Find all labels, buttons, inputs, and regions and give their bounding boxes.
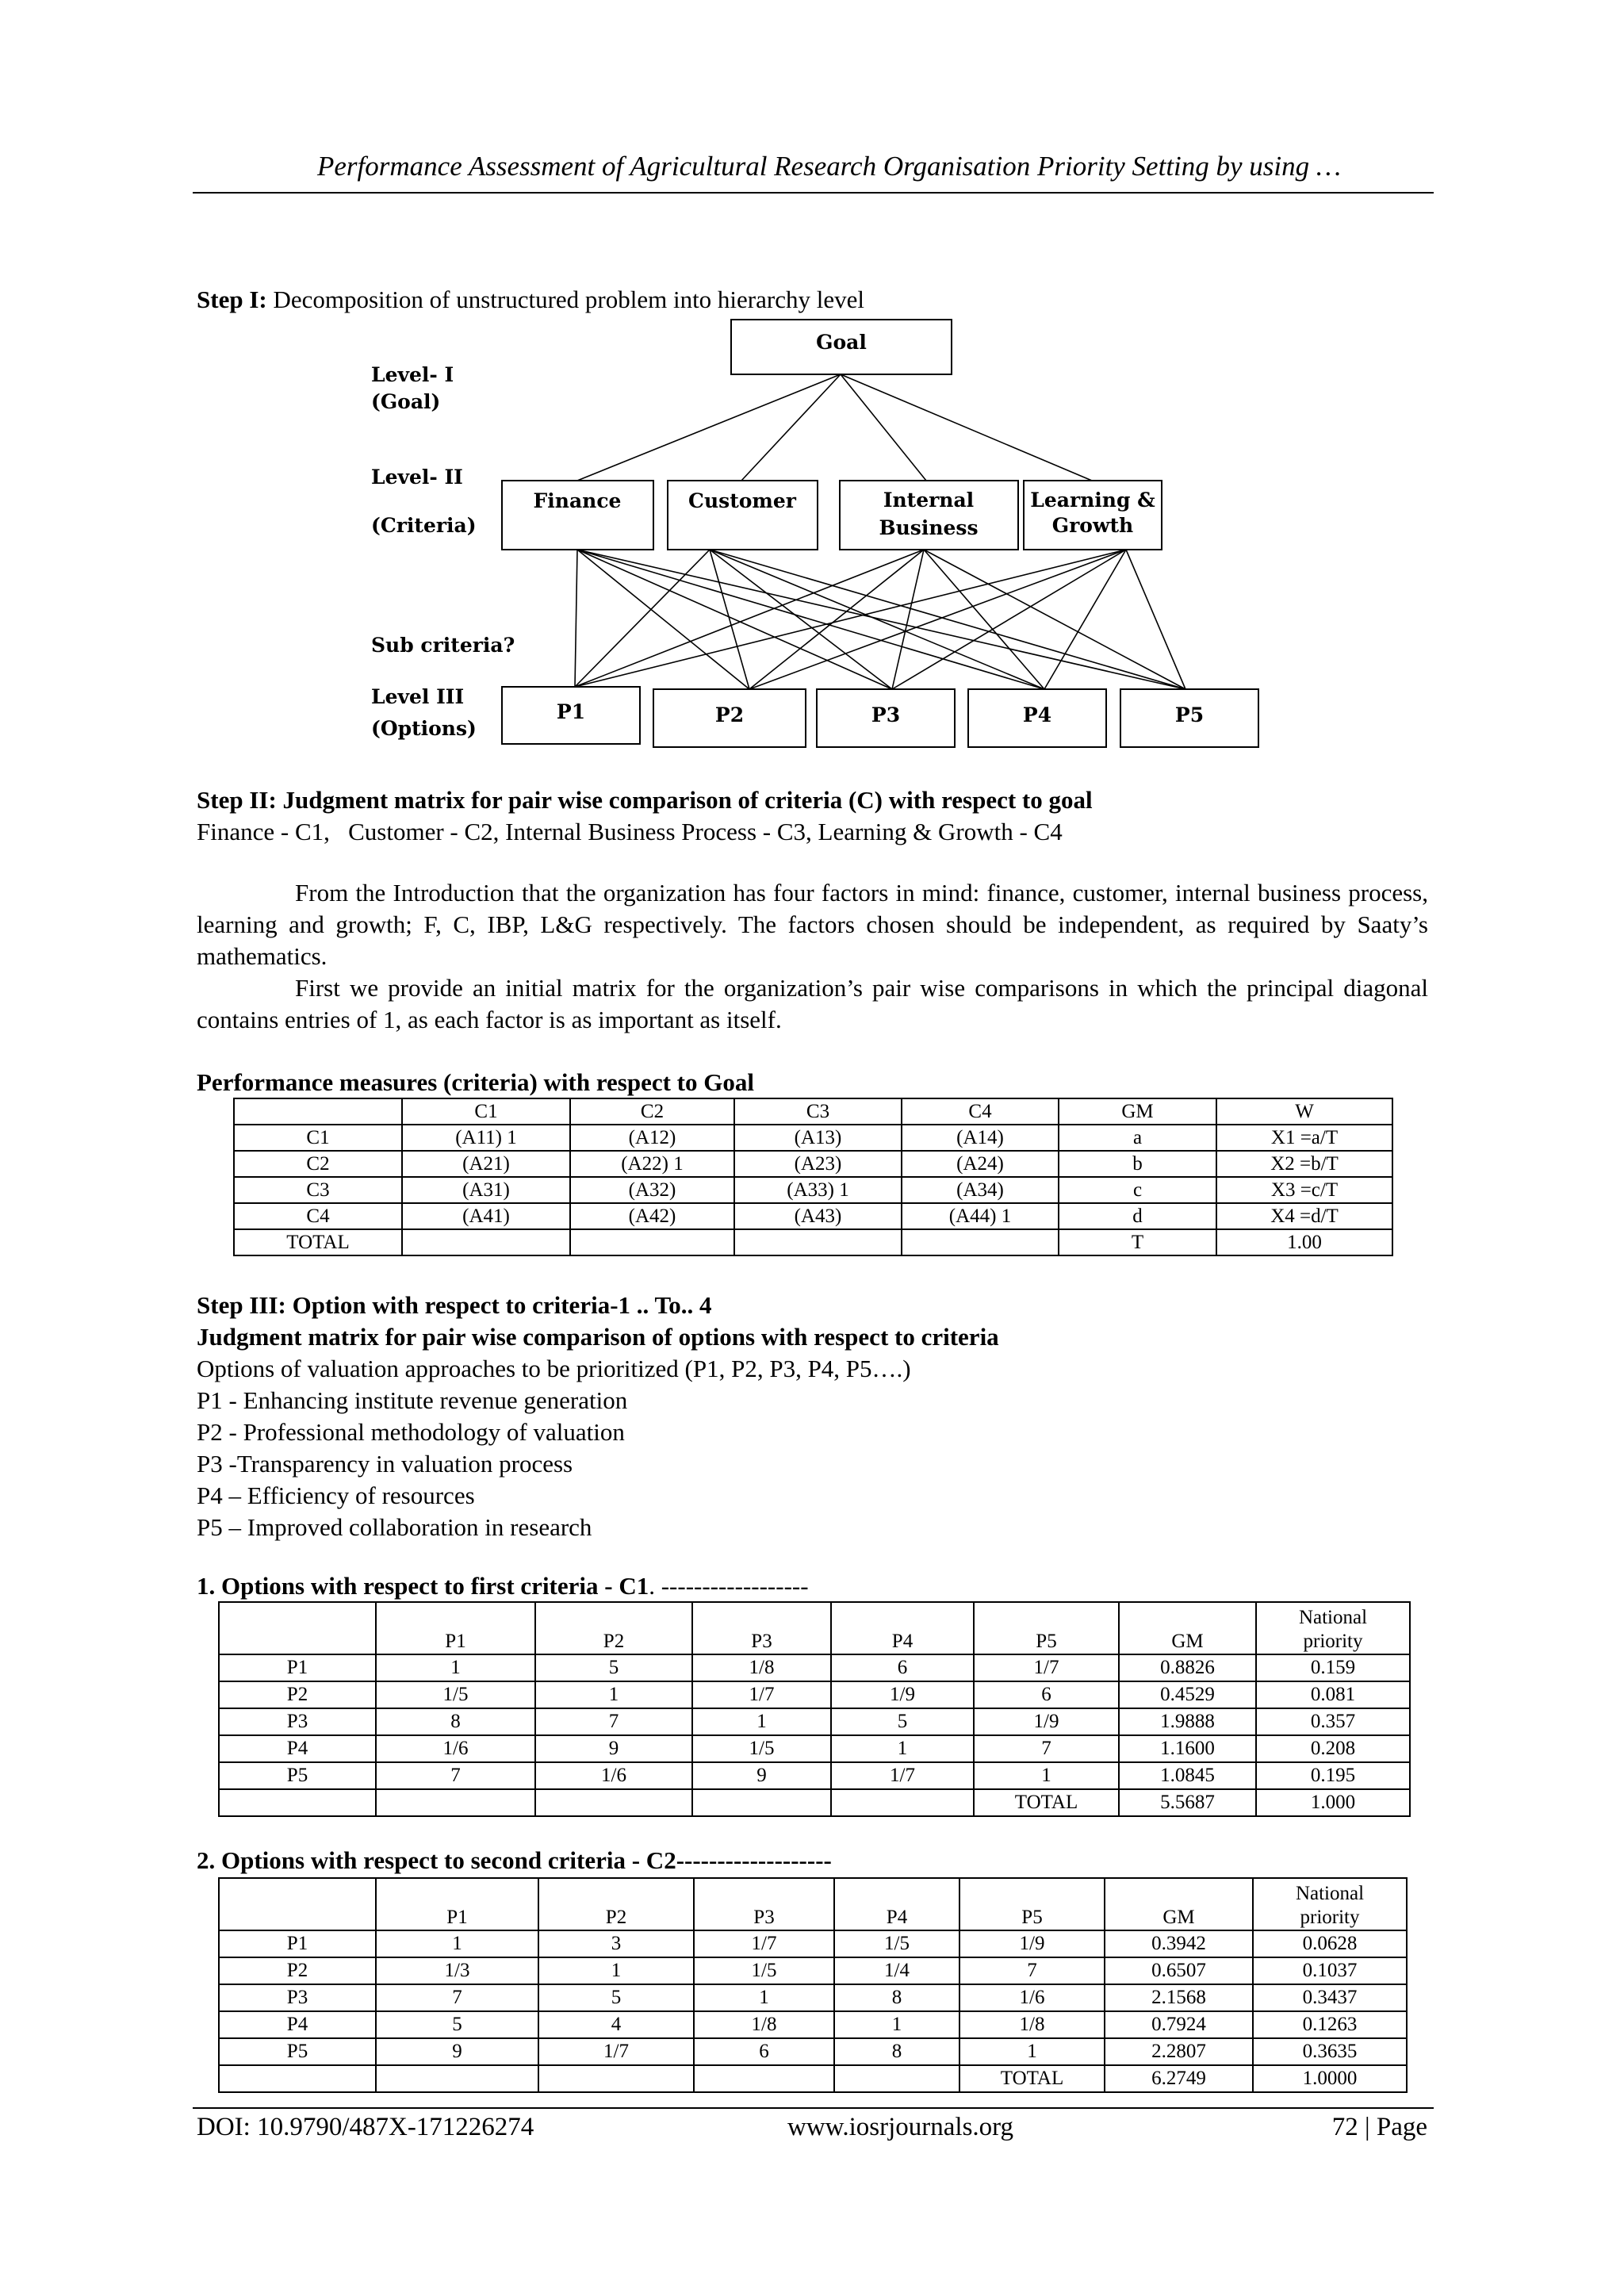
option-item: P1 - Enhancing institute revenue generation bbox=[197, 1386, 628, 1414]
step2-block bbox=[197, 784, 1428, 848]
table-cell: 9 bbox=[692, 1762, 831, 1789]
option-item: P5 – Improved collaboration in research bbox=[197, 1513, 592, 1541]
table-cell: P4 bbox=[219, 1735, 376, 1762]
table-cell: 0.3635 bbox=[1253, 2038, 1407, 2065]
step3-intro: Options of valuation approaches to be prioritized (P1, P2, P3, P4, P5….) bbox=[197, 1355, 911, 1382]
level1-sub: (Goal) bbox=[371, 390, 441, 413]
table-cell: C3 bbox=[234, 1177, 402, 1203]
footer-page: 72 | Page bbox=[1331, 2113, 1427, 2141]
table-cell: 0.1037 bbox=[1253, 1957, 1407, 1984]
table-row bbox=[219, 2038, 1407, 2065]
option-item: P2 - Professional methodology of valuation bbox=[197, 1418, 625, 1446]
table-cell: P4 bbox=[219, 2011, 376, 2038]
step2-legend: Finance - C1, Customer - C2, Internal Business Process - C3, Learning & Growth - C4 bbox=[197, 818, 1063, 845]
table-cell: X1 =a/T bbox=[1216, 1125, 1392, 1151]
table-cell: P2 bbox=[219, 1681, 376, 1708]
table-cell: 6.2749 bbox=[1105, 2065, 1253, 2092]
table-cell: 1/8 bbox=[692, 1654, 831, 1681]
level3-label: Level III bbox=[371, 685, 465, 708]
table-cell: 1.00 bbox=[1216, 1229, 1392, 1255]
table-row bbox=[219, 2011, 1407, 2038]
table-cell: 0.8826 bbox=[1119, 1654, 1256, 1681]
table-cell: 1.000 bbox=[1256, 1789, 1410, 1816]
table-cell: 2.2807 bbox=[1105, 2038, 1253, 2065]
table-cell: 1/9 bbox=[959, 1930, 1105, 1957]
table-cell: T bbox=[1059, 1229, 1216, 1255]
table-cell bbox=[734, 1229, 902, 1255]
table-cell: 7 bbox=[974, 1735, 1119, 1762]
table-row bbox=[234, 1203, 1392, 1229]
table-cell: (A34) bbox=[902, 1177, 1059, 1203]
table-cell: 3 bbox=[538, 1930, 694, 1957]
table-cell: 7 bbox=[535, 1708, 692, 1735]
table-cell: 4 bbox=[538, 2011, 694, 2038]
table-cell bbox=[219, 1789, 376, 1816]
table-cell: 8 bbox=[834, 2038, 959, 2065]
table-cell: 9 bbox=[376, 2038, 538, 2065]
criteria-label-business: Business bbox=[879, 516, 979, 539]
table-header-cell bbox=[234, 1098, 402, 1125]
hierarchy-diagram bbox=[0, 0, 1624, 761]
table-cell: 1/6 bbox=[959, 1984, 1105, 2011]
table-c2-title bbox=[197, 1845, 832, 1876]
table-cell: (A32) bbox=[570, 1177, 734, 1203]
table-cell: (A12) bbox=[570, 1125, 734, 1151]
table-row bbox=[234, 1125, 1392, 1151]
table-cell: (A31) bbox=[402, 1177, 570, 1203]
table-cell bbox=[376, 1789, 535, 1816]
table-cell: 6 bbox=[831, 1654, 974, 1681]
table-cell: P2 bbox=[219, 1957, 376, 1984]
table-cell: 1 bbox=[831, 1735, 974, 1762]
table-row bbox=[234, 1229, 1392, 1255]
subcriteria-label: Sub criteria? bbox=[371, 634, 515, 657]
table-cell: 1 bbox=[974, 1762, 1119, 1789]
criteria-option-lines bbox=[575, 550, 1185, 689]
table-cell: (A24) bbox=[902, 1151, 1059, 1177]
option-label-p5: P5 bbox=[1174, 703, 1205, 726]
table-cell: TOTAL bbox=[974, 1789, 1119, 1816]
table-cell: (A23) bbox=[734, 1151, 902, 1177]
option-list bbox=[197, 1385, 1428, 1543]
options-c1-table bbox=[218, 1601, 1411, 1817]
goal-label: Goal bbox=[816, 331, 867, 354]
table-cell: 0.7924 bbox=[1105, 2011, 1253, 2038]
table-header-cell: C3 bbox=[734, 1098, 902, 1125]
table-cell bbox=[570, 1229, 734, 1255]
footer-site: www.iosrjournals.org bbox=[787, 2113, 1014, 2141]
table-cell bbox=[402, 1229, 570, 1255]
step1-label: Step I: bbox=[197, 286, 267, 313]
table-cell: 1/6 bbox=[376, 1735, 535, 1762]
table-cell: (A44) 1 bbox=[902, 1203, 1059, 1229]
table-header-cell: P4 bbox=[834, 1878, 959, 1930]
table-cell: 1/5 bbox=[692, 1735, 831, 1762]
table-header-cell: National priority bbox=[1256, 1602, 1410, 1654]
table-cell: 1/8 bbox=[694, 2011, 834, 2038]
criteria-label-finance: Finance bbox=[533, 489, 622, 512]
table-header-cell: P1 bbox=[376, 1602, 535, 1654]
table-cell: 0.3437 bbox=[1253, 1984, 1407, 2011]
step3-block bbox=[197, 1290, 1428, 1543]
table-cell: c bbox=[1059, 1177, 1216, 1203]
table-cell: 8 bbox=[376, 1708, 535, 1735]
table-cell: X3 =c/T bbox=[1216, 1177, 1392, 1203]
table-cell: 5.5687 bbox=[1119, 1789, 1256, 1816]
table-header-cell: P3 bbox=[694, 1878, 834, 1930]
criteria-label-internal: Internal bbox=[883, 489, 975, 512]
table-header-cell: GM bbox=[1119, 1602, 1256, 1654]
table-header-cell: P4 bbox=[831, 1602, 974, 1654]
perf-table-title bbox=[197, 1067, 754, 1098]
table-cell: P3 bbox=[219, 1708, 376, 1735]
criteria-label-customer: Customer bbox=[688, 489, 796, 512]
table-cell: a bbox=[1059, 1125, 1216, 1151]
option-label-p4: P4 bbox=[1022, 703, 1052, 726]
table-cell: 1/7 bbox=[694, 1930, 834, 1957]
table-cell: 1 bbox=[538, 1957, 694, 1984]
table-cell: 1/5 bbox=[694, 1957, 834, 1984]
table-cell: 1/3 bbox=[376, 1957, 538, 1984]
table-cell: 8 bbox=[834, 1984, 959, 2011]
table-header-cell bbox=[219, 1878, 376, 1930]
step2-paragraph2: First we provide an initial matrix for the organization’s pair wise comparisons in which the principal diagonal contains entries of 1, as each factor is as important as itself. bbox=[197, 974, 1428, 1033]
table-header-cell: GM bbox=[1059, 1098, 1216, 1125]
table-cell: 1/7 bbox=[538, 2038, 694, 2065]
table-header-row bbox=[219, 1602, 1410, 1654]
table-cell: 5 bbox=[538, 1984, 694, 2011]
diagram-lines bbox=[577, 374, 1092, 481]
option-label-p3: P3 bbox=[871, 703, 901, 726]
table-cell: 0.159 bbox=[1256, 1654, 1410, 1681]
table-cell: 1/8 bbox=[959, 2011, 1105, 2038]
table-c1-title-rest: . ------------------ bbox=[649, 1572, 809, 1600]
level3-sub: (Options) bbox=[371, 717, 477, 740]
table-cell: C1 bbox=[234, 1125, 402, 1151]
table-header-cell: P5 bbox=[974, 1602, 1119, 1654]
table-cell: 1 bbox=[376, 1930, 538, 1957]
table-cell bbox=[538, 2065, 694, 2092]
table-cell: 0.6507 bbox=[1105, 1957, 1253, 1984]
table-header-cell: P5 bbox=[959, 1878, 1105, 1930]
table-cell: 0.357 bbox=[1256, 1708, 1410, 1735]
table-header-cell: W bbox=[1216, 1098, 1392, 1125]
table-cell: (A11) 1 bbox=[402, 1125, 570, 1151]
table-cell: 1/5 bbox=[834, 1930, 959, 1957]
table-cell: 1 bbox=[694, 1984, 834, 2011]
table-cell: 1 bbox=[834, 2011, 959, 2038]
table-cell: P1 bbox=[219, 1654, 376, 1681]
footer-rule bbox=[193, 2107, 1434, 2109]
table-cell: 1.0845 bbox=[1119, 1762, 1256, 1789]
table-cell: TOTAL bbox=[959, 2065, 1105, 2092]
table-cell bbox=[834, 2065, 959, 2092]
table-cell: 1/7 bbox=[831, 1762, 974, 1789]
step2-heading: Step II: Judgment matrix for pair wise comparison of criteria (C) with respect to goal bbox=[197, 786, 1093, 814]
table-cell: 7 bbox=[376, 1984, 538, 2011]
table-header-cell bbox=[219, 1602, 376, 1654]
diagram-level-labels bbox=[371, 363, 515, 740]
table-cell: 1/6 bbox=[535, 1762, 692, 1789]
table-cell: (A43) bbox=[734, 1203, 902, 1229]
table-row bbox=[219, 1984, 1407, 2011]
table-cell bbox=[694, 2065, 834, 2092]
table-cell: (A13) bbox=[734, 1125, 902, 1151]
table-cell: 1.1600 bbox=[1119, 1735, 1256, 1762]
table-cell: 1/9 bbox=[974, 1708, 1119, 1735]
table-cell: TOTAL bbox=[234, 1229, 402, 1255]
level2-sub: (Criteria) bbox=[371, 514, 477, 537]
step3-heading1: Step III: Option with respect to criteria-1 .. To.. 4 bbox=[197, 1291, 712, 1319]
table-cell: 0.081 bbox=[1256, 1681, 1410, 1708]
table-cell: 0.4529 bbox=[1119, 1681, 1256, 1708]
table-cell: 5 bbox=[376, 2011, 538, 2038]
options-c2-table bbox=[218, 1877, 1408, 2093]
table-cell: P3 bbox=[219, 1984, 376, 2011]
table-cell: 6 bbox=[974, 1681, 1119, 1708]
level2-label: Level- II bbox=[371, 466, 463, 489]
table-cell: C2 bbox=[234, 1151, 402, 1177]
step1-text: Decomposition of unstructured problem into hierarchy level bbox=[273, 286, 864, 313]
table-row bbox=[219, 2065, 1407, 2092]
table-cell: 1/5 bbox=[376, 1681, 535, 1708]
table-row bbox=[219, 1708, 1410, 1735]
step2-paragraph1: From the Introduction that the organization has four factors in mind: finance, customer, internal business process, learning and growth; F, C, IBP, L&G respectively. The factors chosen should be independent, as required by Saaty’s mathematics. bbox=[197, 879, 1428, 970]
table-header-cell: P2 bbox=[538, 1878, 694, 1930]
table-cell: 1/4 bbox=[834, 1957, 959, 1984]
table-cell: P1 bbox=[219, 1930, 376, 1957]
table-row bbox=[234, 1177, 1392, 1203]
table-c2-title-bold: 2. Options with respect to second criteria - C2------------------- bbox=[197, 1846, 832, 1874]
table-cell: 1 bbox=[692, 1708, 831, 1735]
option-item: P4 – Efficiency of resources bbox=[197, 1481, 475, 1509]
table-cell: 7 bbox=[959, 1957, 1105, 1984]
table-header-cell: C2 bbox=[570, 1098, 734, 1125]
table-cell: X2 =b/T bbox=[1216, 1151, 1392, 1177]
perf-measures-table bbox=[233, 1098, 1393, 1256]
running-title: Performance Assessment of Agricultural Research Organisation Priority Setting by using … bbox=[317, 151, 1342, 182]
table-c1-title-bold: 1. Options with respect to first criteria - C1 bbox=[197, 1572, 649, 1600]
table-cell: (A33) 1 bbox=[734, 1177, 902, 1203]
table-cell: C4 bbox=[234, 1203, 402, 1229]
table-cell: 1 bbox=[959, 2038, 1105, 2065]
table-cell: 5 bbox=[831, 1708, 974, 1735]
table-cell: 2.1568 bbox=[1105, 1984, 1253, 2011]
table-header-cell: P3 bbox=[692, 1602, 831, 1654]
table-cell: 0.0628 bbox=[1253, 1930, 1407, 1957]
table-cell bbox=[902, 1229, 1059, 1255]
table-cell: 1/9 bbox=[831, 1681, 974, 1708]
footer-doi: DOI: 10.9790/487X-171226274 bbox=[197, 2113, 534, 2141]
table-cell: 5 bbox=[535, 1654, 692, 1681]
table-cell: P5 bbox=[219, 1762, 376, 1789]
level1-label: Level- I bbox=[371, 363, 454, 386]
table-cell: (A22) 1 bbox=[570, 1151, 734, 1177]
table-cell: (A41) bbox=[402, 1203, 570, 1229]
table-cell: 1.9888 bbox=[1119, 1708, 1256, 1735]
table-header-row bbox=[234, 1098, 1392, 1125]
table-header-cell: P1 bbox=[376, 1878, 538, 1930]
table-cell: P5 bbox=[219, 2038, 376, 2065]
perf-table-title-text: Performance measures (criteria) with respect to Goal bbox=[197, 1068, 754, 1096]
table-cell bbox=[535, 1789, 692, 1816]
table-row bbox=[219, 1762, 1410, 1789]
table-row bbox=[219, 1957, 1407, 1984]
step3-heading2: Judgment matrix for pair wise comparison of options with respect to criteria bbox=[197, 1323, 999, 1351]
table-cell: 1 bbox=[376, 1654, 535, 1681]
table-header-cell: C4 bbox=[902, 1098, 1059, 1125]
table-header-cell: National priority bbox=[1253, 1878, 1407, 1930]
table-cell: (A14) bbox=[902, 1125, 1059, 1151]
criteria-label-growth: Growth bbox=[1051, 514, 1134, 537]
option-label-p1: P1 bbox=[556, 700, 586, 723]
table-row bbox=[219, 1789, 1410, 1816]
table-cell: 0.3942 bbox=[1105, 1930, 1253, 1957]
table-c1-title bbox=[197, 1570, 809, 1602]
table-cell: 0.195 bbox=[1256, 1762, 1410, 1789]
table-header-cell: P2 bbox=[535, 1602, 692, 1654]
table-cell: 1 bbox=[535, 1681, 692, 1708]
table-cell bbox=[219, 2065, 376, 2092]
table-row bbox=[219, 1654, 1410, 1681]
table-cell: d bbox=[1059, 1203, 1216, 1229]
table-row bbox=[219, 1681, 1410, 1708]
table-cell: 1.0000 bbox=[1253, 2065, 1407, 2092]
table-cell: 9 bbox=[535, 1735, 692, 1762]
table-row bbox=[219, 1735, 1410, 1762]
table-cell: (A42) bbox=[570, 1203, 734, 1229]
option-label-p2: P2 bbox=[714, 703, 745, 726]
table-cell: 6 bbox=[694, 2038, 834, 2065]
criteria-label-learning: Learning & bbox=[1030, 489, 1155, 512]
table-row bbox=[219, 1930, 1407, 1957]
table-cell bbox=[692, 1789, 831, 1816]
table-cell: 7 bbox=[376, 1762, 535, 1789]
table-header-row bbox=[219, 1878, 1407, 1930]
table-cell: 0.208 bbox=[1256, 1735, 1410, 1762]
table-cell: 1/7 bbox=[974, 1654, 1119, 1681]
table-header-cell: GM bbox=[1105, 1878, 1253, 1930]
table-header-cell: C1 bbox=[402, 1098, 570, 1125]
table-row bbox=[234, 1151, 1392, 1177]
option-item: P3 -Transparency in valuation process bbox=[197, 1450, 573, 1478]
table-cell: 0.1263 bbox=[1253, 2011, 1407, 2038]
table-cell bbox=[376, 2065, 538, 2092]
table-cell: (A21) bbox=[402, 1151, 570, 1177]
table-cell: X4 =d/T bbox=[1216, 1203, 1392, 1229]
table-cell: 1/7 bbox=[692, 1681, 831, 1708]
table-cell: b bbox=[1059, 1151, 1216, 1177]
table-cell bbox=[831, 1789, 974, 1816]
